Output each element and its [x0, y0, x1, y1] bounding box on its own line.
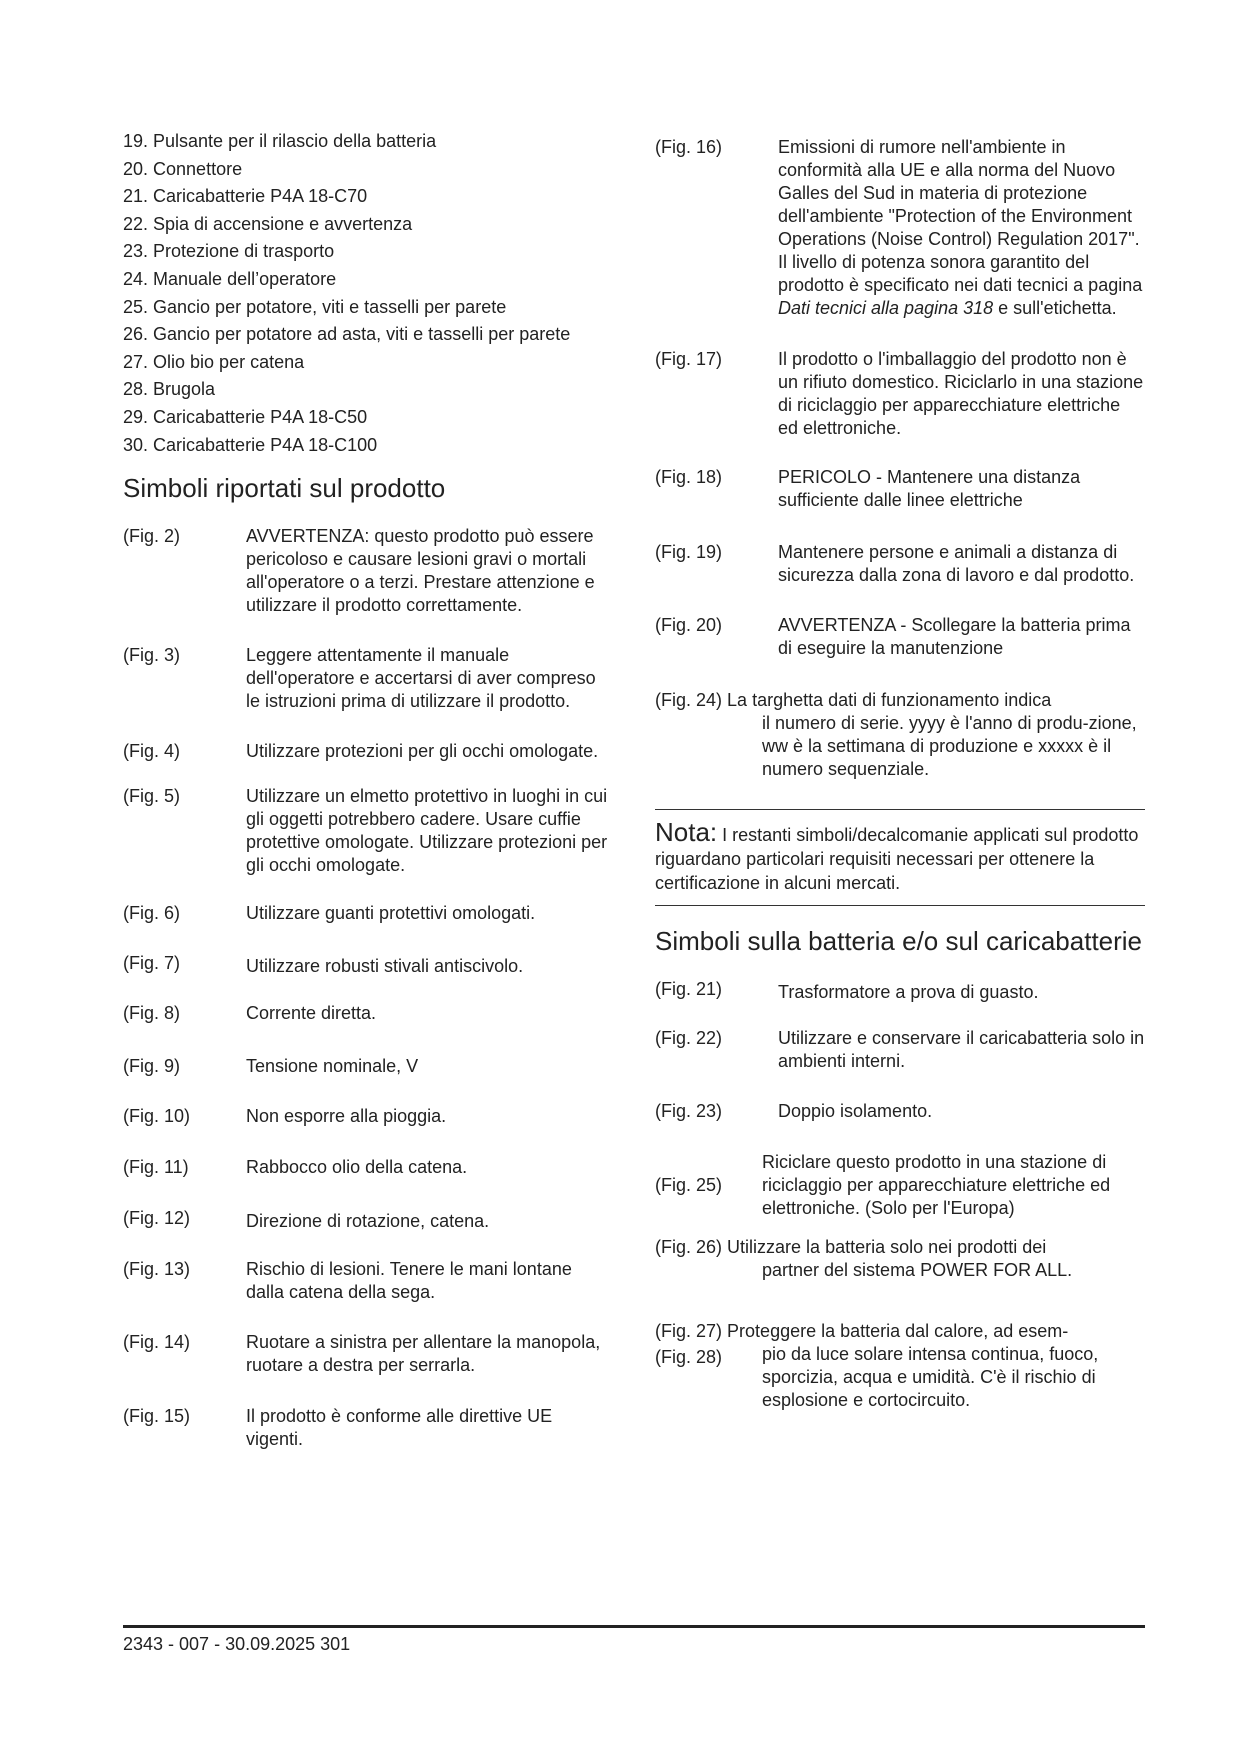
- symbol-fig-22: [655, 1027, 1145, 1073]
- fig-description: Mantenere persone e animali a distanza di sicurezza dalla zona di lavoro e dal prodotto.: [778, 542, 1135, 585]
- fig-label: (Fig. 26): [655, 1237, 723, 1257]
- symbol-fig-7: [123, 952, 613, 978]
- fig-text: Utilizzare la batteria solo nei prodotti dei: [727, 1237, 1047, 1257]
- fig-label: (Fig. 13): [123, 1259, 191, 1280]
- fig-description: Doppio isolamento.: [778, 1101, 933, 1121]
- fig-description: Riciclare questo prodotto in una stazione di riciclaggio per apparecchiature elettriche ed elettroniche. (Solo per l'Europa): [762, 1152, 1111, 1218]
- symbol-fig-24: [655, 689, 1145, 781]
- fig-text: La targhetta dati di funzionamento indica: [727, 690, 1052, 710]
- fig-description: Rischio di lesioni. Tenere le mani lontane dalla catena della sega.: [246, 1259, 572, 1303]
- fig-description: Tensione nominale, V: [246, 1056, 419, 1077]
- symbol-fig-3: [123, 644, 613, 713]
- fig-label: (Fig. 12): [123, 1208, 191, 1229]
- symbol-fig-11: [123, 1156, 613, 1179]
- fig-label: (Fig. 11): [123, 1157, 189, 1178]
- fig-text: partner del sistema POWER FOR ALL.: [762, 1260, 1073, 1280]
- section-title-product-symbols: Simboli riportati sul prodotto: [123, 473, 446, 504]
- list-item: 28. Brugola: [123, 379, 216, 400]
- fig-description: Utilizzare robusti stivali antiscivolo.: [246, 956, 524, 977]
- list-item: 27. Olio bio per catena: [123, 351, 305, 372]
- symbol-fig-5: [123, 785, 613, 877]
- symbol-fig-18: [655, 466, 1145, 512]
- fig-text: pio da luce solare intensa continua, fuoco, sporcizia, acqua e umidità. C'è il rischio di esplosione e cortocircuito.: [762, 1344, 1099, 1410]
- symbol-fig-16: [655, 136, 1145, 320]
- section-title-battery-symbols: Simboli sulla batteria e/o sul caricabatterie: [655, 926, 1143, 956]
- fig-label: (Fig. 17): [655, 349, 723, 369]
- fig-description: Leggere attentamente il manuale dell'operatore e accertarsi di aver compreso le istruzioni prima di utilizzare il prodotto.: [246, 645, 596, 712]
- fig-label: (Fig. 25): [655, 1175, 723, 1195]
- fig-description: Il prodotto è conforme alle direttive UE vigenti.: [246, 1406, 553, 1450]
- fig-description: Corrente diretta.: [246, 1003, 377, 1024]
- fig-description: Utilizzare protezioni per gli occhi omologate.: [246, 741, 599, 762]
- fig-description: Il prodotto o l'imballaggio del prodotto non è un rifiuto domestico. Riciclarlo in una stazione di riciclaggio per apparecchiature elettriche ed elettroniche.: [778, 349, 1144, 438]
- fig-label: (Fig. 14): [123, 1332, 191, 1353]
- fig-label: (Fig. 18): [655, 467, 723, 487]
- fig-label: (Fig. 20): [655, 615, 723, 635]
- symbol-fig-25: [655, 1151, 1145, 1220]
- symbol-fig-4: [123, 740, 613, 763]
- fig-description: PERICOLO - Mantenere una distanza sufficiente dalle linee elettriche: [778, 467, 1081, 510]
- symbol-fig-14: [123, 1331, 613, 1377]
- symbol-fig-6: [123, 902, 613, 925]
- fig-label: (Fig. 27): [655, 1321, 723, 1341]
- fig-description: Rabbocco olio della catena.: [246, 1157, 468, 1178]
- fig-description: AVVERTENZA: questo prodotto può essere pericoloso e causare lesioni gravi o mortali all'operatore o a terzi. Prestare attenzione e utilizzare il prodotto correttamente.: [246, 526, 595, 616]
- list-item: 29. Caricabatterie P4A 18-C50: [123, 406, 368, 427]
- fig-label: (Fig. 9): [123, 1056, 181, 1077]
- page-reference-link[interactable]: Dati tecnici alla pagina 318: [778, 298, 994, 318]
- fig-label: (Fig. 2): [123, 526, 181, 547]
- fig-label: (Fig. 10): [123, 1106, 191, 1127]
- fig-description: Trasformatore a prova di guasto.: [778, 982, 1039, 1002]
- list-item: 21. Caricabatterie P4A 18-C70: [123, 186, 368, 207]
- symbol-fig-13: [123, 1258, 613, 1304]
- fig-label: (Fig. 28): [655, 1347, 723, 1367]
- fig-description: Utilizzare un elmetto protettivo in luoghi in cui gli oggetti potrebbero cadere. Usare cuffie protettive omologate. Utilizzare protezioni per gli occhi omologate.: [246, 786, 608, 876]
- list-item: 20. Connettore: [123, 158, 243, 179]
- fig-description: Utilizzare e conservare il caricabatteria solo in ambienti interni.: [778, 1028, 1145, 1071]
- fig-description: Utilizzare guanti protettivi omologati.: [246, 903, 536, 924]
- components-list: [123, 128, 613, 459]
- symbol-fig-9: [123, 1055, 613, 1078]
- right-column: [655, 136, 1145, 1412]
- fig-label: (Fig. 21): [655, 979, 723, 999]
- note-label: Nota:: [655, 817, 718, 847]
- fig-text: il numero di serie. yyyy è l'anno di produ-zione, ww è la settimana di produzione e xxxxx è il numero sequenziale.: [762, 713, 1137, 779]
- page-footer: 2343 - 007 - 30.09.2025 301: [123, 1634, 351, 1654]
- symbol-fig-20: [655, 614, 1145, 660]
- fig-label: (Fig. 7): [123, 953, 181, 974]
- fig-label: (Fig. 22): [655, 1028, 723, 1048]
- fig-label: (Fig. 3): [123, 645, 181, 666]
- fig-description: Non esporre alla pioggia.: [246, 1106, 447, 1127]
- fig-text: Proteggere la batteria dal calore, ad esem-: [727, 1321, 1069, 1341]
- list-item: 22. Spia di accensione e avvertenza: [123, 213, 413, 234]
- symbol-fig-19: [655, 541, 1145, 587]
- symbol-fig-8: [123, 1002, 613, 1025]
- symbol-fig-15: [123, 1405, 613, 1451]
- list-item: 30. Caricabatterie P4A 18-C100: [123, 434, 378, 455]
- fig-label: (Fig. 16): [655, 137, 723, 157]
- symbol-fig-2: [123, 525, 613, 617]
- symbol-fig-12: [123, 1207, 613, 1233]
- fig-description: AVVERTENZA - Scollegare la batteria prima di eseguire la manutenzione: [778, 615, 1131, 658]
- fig-label: (Fig. 23): [655, 1101, 723, 1121]
- fig-label: (Fig. 6): [123, 903, 181, 924]
- symbol-fig-17: [655, 348, 1145, 440]
- fig-label: (Fig. 5): [123, 786, 181, 807]
- fig-label: (Fig. 19): [655, 542, 723, 562]
- fig-description: [778, 136, 1145, 320]
- fig-description: Direzione di rotazione, catena.: [246, 1211, 490, 1232]
- fig-text: Emissioni di rumore nell'ambiente in conformità alla UE e alla norma del Nuovo Galles del Sud in materia di protezione dell'ambiente "Protection of the Environment Operations (Noise Control) Regulation 2017". Il livello di potenza sonora garantito del prodotto è specificato nei dati tecnici a pagina: [778, 137, 1143, 295]
- symbol-fig-10: [123, 1105, 613, 1128]
- fig-label: (Fig. 24): [655, 690, 723, 710]
- note-text: I restanti simboli/decalcomanie applicati sul prodotto riguardano particolari requisiti necessari per ottenere la certificazione in alcuni mercati.: [655, 825, 1139, 893]
- list-item: 26. Gancio per potatore ad asta, viti e tasselli per parete: [123, 324, 571, 345]
- list-item: 25. Gancio per potatore, viti e tasselli per parete: [123, 296, 507, 317]
- symbol-fig-27-28: [655, 1320, 1145, 1412]
- fig-label: (Fig. 4): [123, 741, 181, 762]
- list-item: 19. Pulsante per il rilascio della batteria: [123, 131, 437, 151]
- footer-divider: [123, 1625, 1145, 1628]
- note-box: [655, 809, 1145, 906]
- list-item: 24. Manuale dell’operatore: [123, 268, 337, 289]
- symbol-fig-26: [655, 1236, 1145, 1282]
- left-column: [123, 128, 613, 1451]
- fig-description: Ruotare a sinistra per allentare la manopola, ruotare a destra per serrarla.: [246, 1332, 601, 1376]
- symbol-fig-21: [655, 978, 1145, 1004]
- fig-label: (Fig. 8): [123, 1003, 181, 1024]
- list-item: 23. Protezione di trasporto: [123, 241, 335, 262]
- symbol-fig-23: [655, 1100, 1145, 1123]
- fig-label: (Fig. 15): [123, 1406, 191, 1427]
- fig-text: e sull'etichetta.: [993, 298, 1117, 318]
